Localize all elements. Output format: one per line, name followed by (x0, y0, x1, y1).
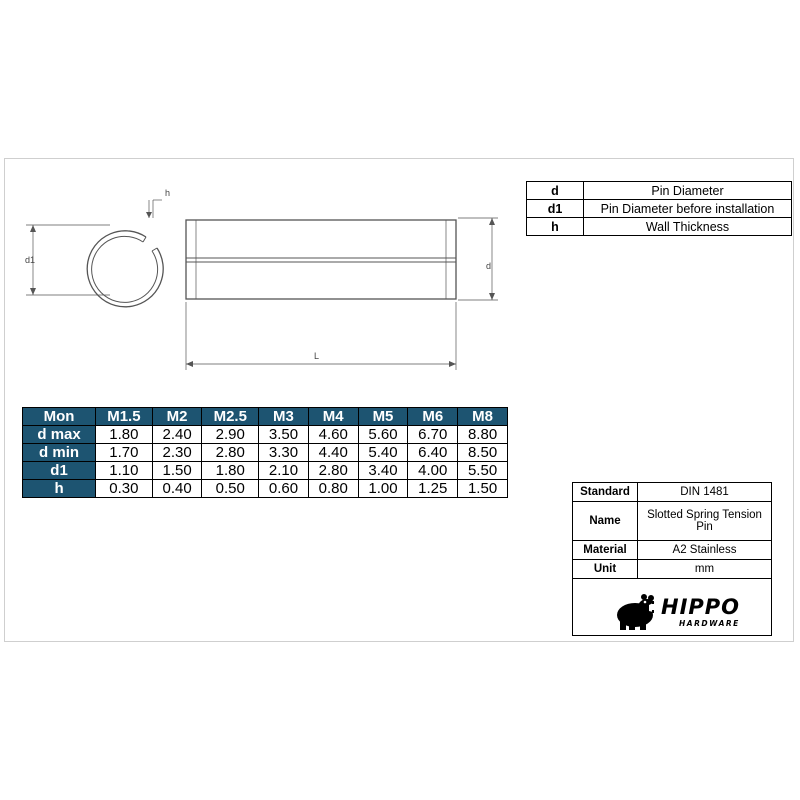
table-cell: 6.40 (408, 444, 458, 462)
table-cell: 5.50 (458, 462, 508, 480)
table-cell: 8.50 (458, 444, 508, 462)
table-cell: 3.40 (358, 462, 408, 480)
hippo-icon (611, 591, 659, 631)
table-cell: 0.40 (152, 480, 202, 498)
header-cell: Mon (23, 408, 96, 426)
logo-subtitle: HARDWARE (679, 619, 740, 628)
row-header: h (23, 480, 96, 498)
spec-box (572, 482, 772, 636)
header-cell: M3 (259, 408, 309, 426)
header-cell: M1.5 (96, 408, 153, 426)
name-value: Slotted Spring Tension Pin (638, 502, 772, 541)
table-row (23, 480, 508, 498)
table-cell: 0.60 (259, 480, 309, 498)
legend-row (527, 182, 792, 200)
spec-row-unit (573, 560, 771, 579)
table-cell: 2.30 (152, 444, 202, 462)
legend-row (527, 218, 792, 236)
legend-symbol: h (527, 218, 584, 236)
table-cell: 8.80 (458, 426, 508, 444)
label-h: h (165, 188, 171, 198)
table-cell: 2.80 (308, 462, 358, 480)
label-L: L (314, 351, 320, 361)
size-table (22, 407, 508, 498)
legend-meaning: Pin Diameter before installation (584, 200, 792, 218)
legend-meaning: Pin Diameter (584, 182, 792, 200)
table-cell: 1.00 (358, 480, 408, 498)
table-cell: 2.10 (259, 462, 309, 480)
spec-row-standard (573, 483, 771, 502)
dimension-legend-table (526, 181, 792, 236)
name-label: Name (573, 502, 638, 541)
header-cell: M6 (408, 408, 458, 426)
ring-outer (87, 231, 163, 307)
table-row (23, 462, 508, 480)
ring-inner (92, 236, 158, 302)
legend-row (527, 200, 792, 218)
hippo-hardware-logo (611, 591, 751, 631)
spec-table (573, 483, 771, 579)
header-cell: M8 (458, 408, 508, 426)
legend-symbol: d (527, 182, 584, 200)
header-cell: M2 (152, 408, 202, 426)
material-label: Material (573, 541, 638, 560)
table-cell: 2.80 (202, 444, 259, 462)
material-value: A2 Stainless (638, 541, 772, 560)
header-cell: M5 (358, 408, 408, 426)
standard-value: DIN 1481 (638, 483, 772, 502)
table-cell: 0.80 (308, 480, 358, 498)
table-cell: 4.40 (308, 444, 358, 462)
header-cell: M4 (308, 408, 358, 426)
legend-meaning: Wall Thickness (584, 218, 792, 236)
row-header: d max (23, 426, 96, 444)
row-header: d min (23, 444, 96, 462)
table-cell: 1.25 (408, 480, 458, 498)
unit-value: mm (638, 560, 772, 579)
size-table-header (23, 408, 508, 426)
table-cell: 1.50 (152, 462, 202, 480)
table-cell: 5.60 (358, 426, 408, 444)
table-cell: 1.50 (458, 480, 508, 498)
table-cell: 1.70 (96, 444, 153, 462)
table-cell: 6.70 (408, 426, 458, 444)
table-cell: 4.00 (408, 462, 458, 480)
table-cell: 1.10 (96, 462, 153, 480)
standard-label: Standard (573, 483, 638, 502)
table-cell: 1.80 (96, 426, 153, 444)
table-cell: 2.40 (152, 426, 202, 444)
pin-side-body (186, 220, 456, 299)
table-cell: 1.80 (202, 462, 259, 480)
spec-row-material (573, 541, 771, 560)
table-cell: 4.60 (308, 426, 358, 444)
table-cell: 3.30 (259, 444, 309, 462)
table-row (23, 444, 508, 462)
legend-symbol: d1 (527, 200, 584, 218)
table-cell: 0.30 (96, 480, 153, 498)
header-cell: M2.5 (202, 408, 259, 426)
table-cell: 0.50 (202, 480, 259, 498)
table-cell: 2.90 (202, 426, 259, 444)
table-cell: 5.40 (358, 444, 408, 462)
table-row (23, 426, 508, 444)
logo-wordmark: HIPPO (661, 595, 741, 619)
label-d: d (486, 261, 492, 271)
label-d1: d1 (25, 255, 36, 265)
table-cell: 3.50 (259, 426, 309, 444)
unit-label: Unit (573, 560, 638, 579)
spec-row-name (573, 502, 771, 541)
row-header: d1 (23, 462, 96, 480)
